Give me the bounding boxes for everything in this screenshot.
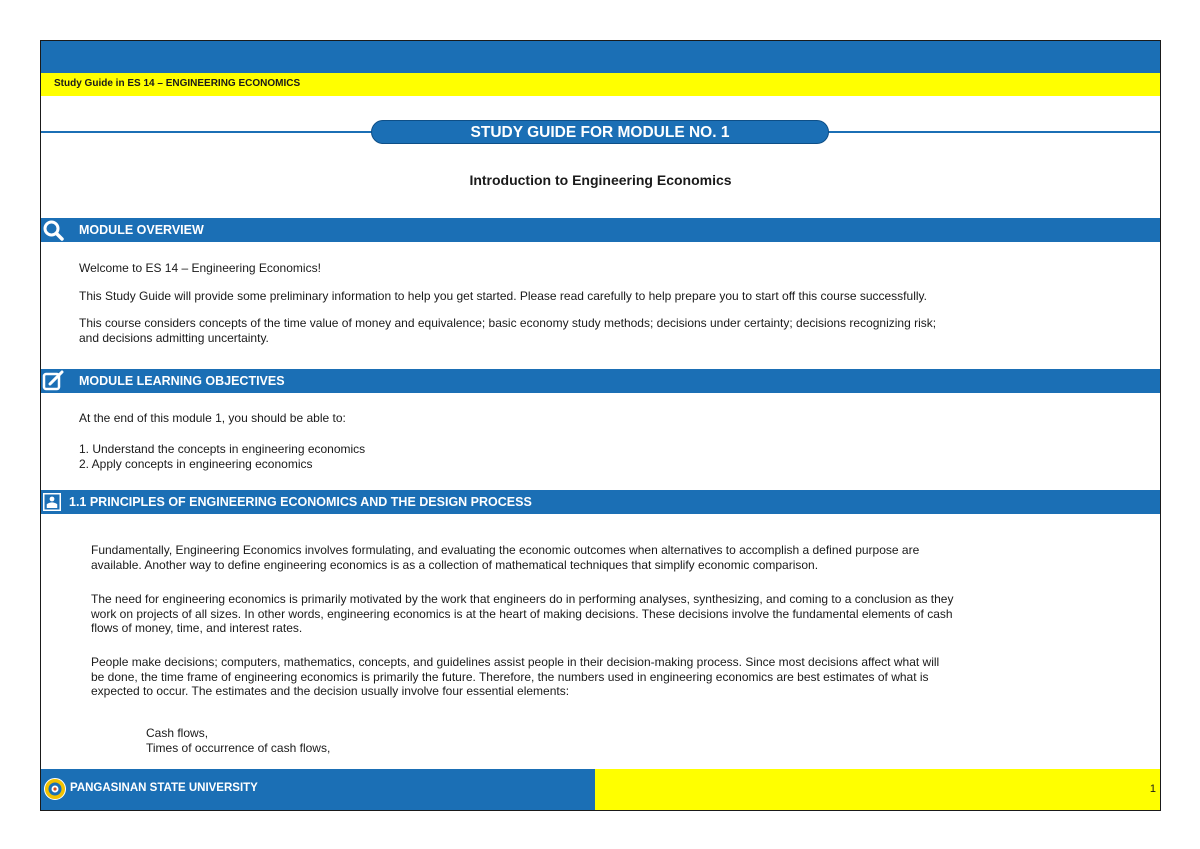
section-title-overview: MODULE OVERVIEW (79, 223, 204, 237)
paragraph-line: The need for engineering economics is primarily motivated by the work that engineers do in performing analyses, synthesizing, and coming to a conclusion as they (91, 592, 954, 606)
magnifier-icon (41, 218, 65, 242)
pencil-edit-icon (41, 369, 65, 393)
document-page (40, 40, 1161, 811)
section-header-objectives (41, 369, 1160, 393)
document-header (41, 73, 1160, 96)
document-header-title: Study Guide in ES 14 – ENGINEERING ECONOMICS (54, 78, 301, 89)
overview-course-description (79, 316, 1147, 345)
essential-element-item: Cash flows, (146, 726, 209, 740)
section-header-overview (41, 218, 1160, 242)
paragraph-line: be done, the time frame of engineering economics is primarily the future. Therefore, the numbers used in engineering economics are best estimates of what is (91, 669, 929, 684)
objectives-list (79, 442, 1147, 471)
objectives-intro: At the end of this module 1, you should be able to: (79, 411, 346, 425)
top-color-band (41, 41, 1160, 73)
paragraph-line: work on projects of all sizes. In other words, engineering economics is at the heart of making decisions. These decisions involve the fundamental elements of cash (91, 606, 953, 621)
footer-page-band (595, 769, 1160, 810)
page-number: 1 (1149, 783, 1156, 795)
module-title-banner: STUDY GUIDE FOR MODULE NO. 1 (371, 120, 829, 144)
paragraph-line: Fundamentally, Engineering Economics involves formulating, and evaluating the economic outcomes when alternatives to accomplish a defined purpose are (91, 543, 920, 557)
principles-paragraph-2 (91, 592, 1136, 636)
module-subtitle: Introduction to Engineering Economics (469, 172, 732, 188)
footer-university-band (41, 769, 595, 810)
overview-welcome: Welcome to ES 14 – Engineering Economics! (79, 261, 321, 275)
essential-element-item: Times of occurrence of cash flows, (146, 740, 331, 755)
paragraph-line: available. Another way to define engineering economics is as a collection of mathematical techniques that simplify economic comparison. (91, 557, 819, 572)
objective-item: 1. Understand the concepts in engineering economics (79, 442, 366, 456)
overview-intro: This Study Guide will provide some preliminary information to help you get started. Please read carefully to help prepare you to start off this course successfully. (79, 289, 927, 303)
principles-paragraph-1 (91, 543, 1136, 572)
section-title-principles: 1.1 PRINCIPLES OF ENGINEERING ECONOMICS AND THE DESIGN PROCESS (69, 495, 532, 509)
section-header-principles (41, 490, 1160, 514)
overview-course-line: This course considers concepts of the time value of money and equivalence; basic economy study methods; decisions under certainty; decisions recognizing risk; (79, 316, 937, 330)
footer-university-name: PANGASINAN STATE UNIVERSITY (70, 782, 258, 794)
paragraph-line: People make decisions; computers, mathematics, concepts, and guidelines assist people in their decision-making process. Since most decisions affect what will (91, 655, 940, 669)
paragraph-line: expected to occur. The estimates and the decision usually involve four essential elements: (91, 684, 570, 698)
principles-paragraph-3 (91, 655, 1136, 699)
paragraph-line: flows of money, time, and interest rates. (91, 621, 303, 635)
objective-item: 2. Apply concepts in engineering economics (79, 456, 313, 471)
overview-course-line: and decisions admitting uncertainty. (79, 330, 269, 345)
section-title-objectives: MODULE LEARNING OBJECTIVES (79, 374, 285, 388)
person-reading-icon (43, 493, 61, 511)
university-seal-icon (44, 778, 66, 800)
essential-elements-list (146, 726, 330, 755)
